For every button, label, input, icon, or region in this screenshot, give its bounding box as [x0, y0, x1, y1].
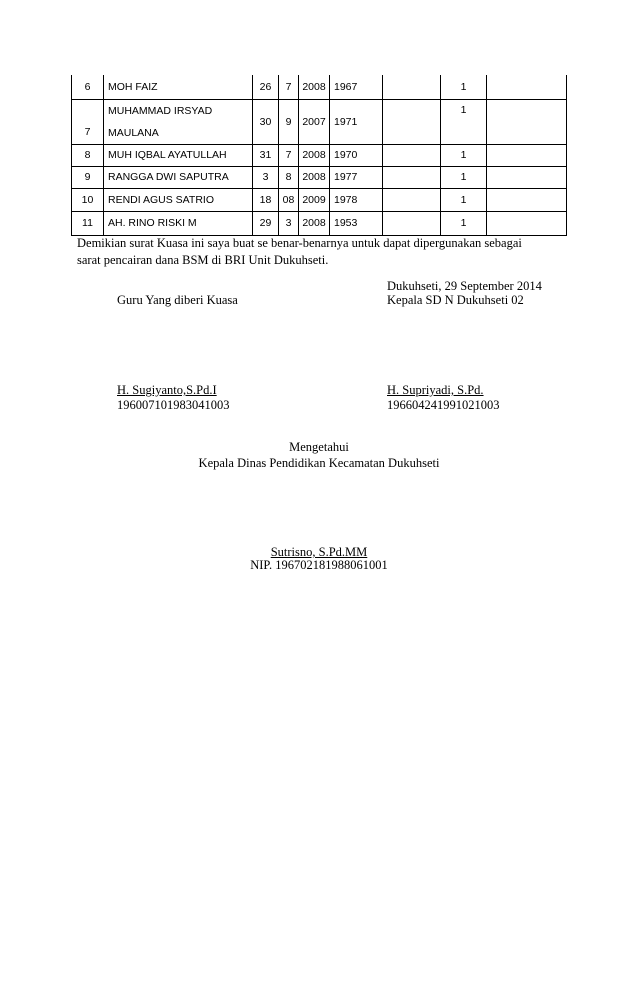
cell-day: 18: [253, 188, 279, 211]
right-signatory-role: Kepala SD N Dukuhseti 02: [387, 293, 524, 307]
left-signatory-name: H. Sugiyanto,S.Pd.I: [117, 383, 217, 397]
cell-day: 30: [253, 99, 279, 144]
student-name-line1: MUHAMMAD IRSYAD: [108, 104, 213, 117]
table-row: [72, 211, 567, 235]
cell-birth-year: 1978: [330, 188, 383, 211]
student-name: [104, 99, 253, 144]
place-date: Dukuhseti, 29 September 2014: [387, 279, 542, 293]
cell-day: 26: [253, 75, 279, 99]
cell-extra: [487, 144, 567, 166]
cell-extra: [487, 188, 567, 211]
student-name-line2: MAULANA: [108, 126, 159, 139]
cell-birth-year: 1977: [330, 166, 383, 188]
cell-day: 29: [253, 211, 279, 235]
student-name: AH. RINO RISKI M: [104, 211, 253, 235]
left-signatory-nip: 196007101983041003: [117, 398, 230, 412]
cell-count: 1: [441, 211, 487, 235]
cell-count: 1: [441, 166, 487, 188]
student-name: MOH FAIZ: [104, 75, 253, 99]
row-number: 10: [72, 188, 104, 211]
row-number: 9: [72, 166, 104, 188]
acknowledgement-nip: NIP. 196702181988061001: [250, 558, 388, 572]
cell-blank: [383, 99, 441, 144]
statement-line-1: Demikian surat Kuasa ini saya buat se benar-benarnya untuk dapat dipergunakan sebagai: [77, 236, 522, 250]
cell-month: 9: [279, 99, 299, 144]
student-name: RENDI AGUS SATRIO: [104, 188, 253, 211]
cell-month: 8: [279, 166, 299, 188]
cell-month: 3: [279, 211, 299, 235]
acknowledgement-heading: Mengetahui: [289, 440, 349, 454]
student-table: [71, 75, 566, 236]
cell-birth-year: 1971: [330, 99, 383, 144]
cell-year: 2008: [299, 144, 330, 166]
row-number: 6: [72, 75, 104, 99]
table-row: [72, 166, 567, 188]
cell-extra: [487, 166, 567, 188]
cell-blank: [383, 75, 441, 99]
table-row: [72, 144, 567, 166]
cell-month: 7: [279, 144, 299, 166]
student-table-grid: [71, 75, 567, 236]
table-row: [72, 188, 567, 211]
student-name: RANGGA DWI SAPUTRA: [104, 166, 253, 188]
cell-year: 2008: [299, 211, 330, 235]
cell-month: 7: [279, 75, 299, 99]
cell-blank: [383, 188, 441, 211]
cell-blank: [383, 211, 441, 235]
cell-month: 08: [279, 188, 299, 211]
cell-extra: [487, 75, 567, 99]
right-signatory-nip: 196604241991021003: [387, 398, 500, 412]
student-name: MUH IQBAL AYATULLAH: [104, 144, 253, 166]
cell-year: 2008: [299, 75, 330, 99]
row-number: 7: [72, 99, 104, 144]
left-signatory-role: Guru Yang diberi Kuasa: [117, 293, 238, 307]
cell-count: 1: [441, 188, 487, 211]
right-signatory-name: H. Supriyadi, S.Pd.: [387, 383, 484, 397]
cell-extra: [487, 211, 567, 235]
statement-line-2: sarat pencairan dana BSM di BRI Unit Dukuhseti.: [77, 253, 329, 267]
cell-year: 2007: [299, 99, 330, 144]
cell-count: 1: [441, 144, 487, 166]
acknowledgement-name: Sutrisno, S.Pd.MM: [270, 545, 368, 559]
cell-count: 1: [441, 75, 487, 99]
row-number: 11: [72, 211, 104, 235]
cell-blank: [383, 166, 441, 188]
cell-day: 31: [253, 144, 279, 166]
cell-extra: [487, 99, 567, 144]
cell-birth-year: 1953: [330, 211, 383, 235]
cell-day: 3: [253, 166, 279, 188]
cell-count: 1: [441, 99, 487, 144]
cell-blank: [383, 144, 441, 166]
table-row: [72, 75, 567, 99]
cell-year: 2009: [299, 188, 330, 211]
cell-birth-year: 1967: [330, 75, 383, 99]
cell-birth-year: 1970: [330, 144, 383, 166]
acknowledgement-role: Kepala Dinas Pendidikan Kecamatan Dukuhseti: [198, 456, 440, 470]
table-row: [72, 99, 567, 144]
cell-year: 2008: [299, 166, 330, 188]
row-number: 8: [72, 144, 104, 166]
